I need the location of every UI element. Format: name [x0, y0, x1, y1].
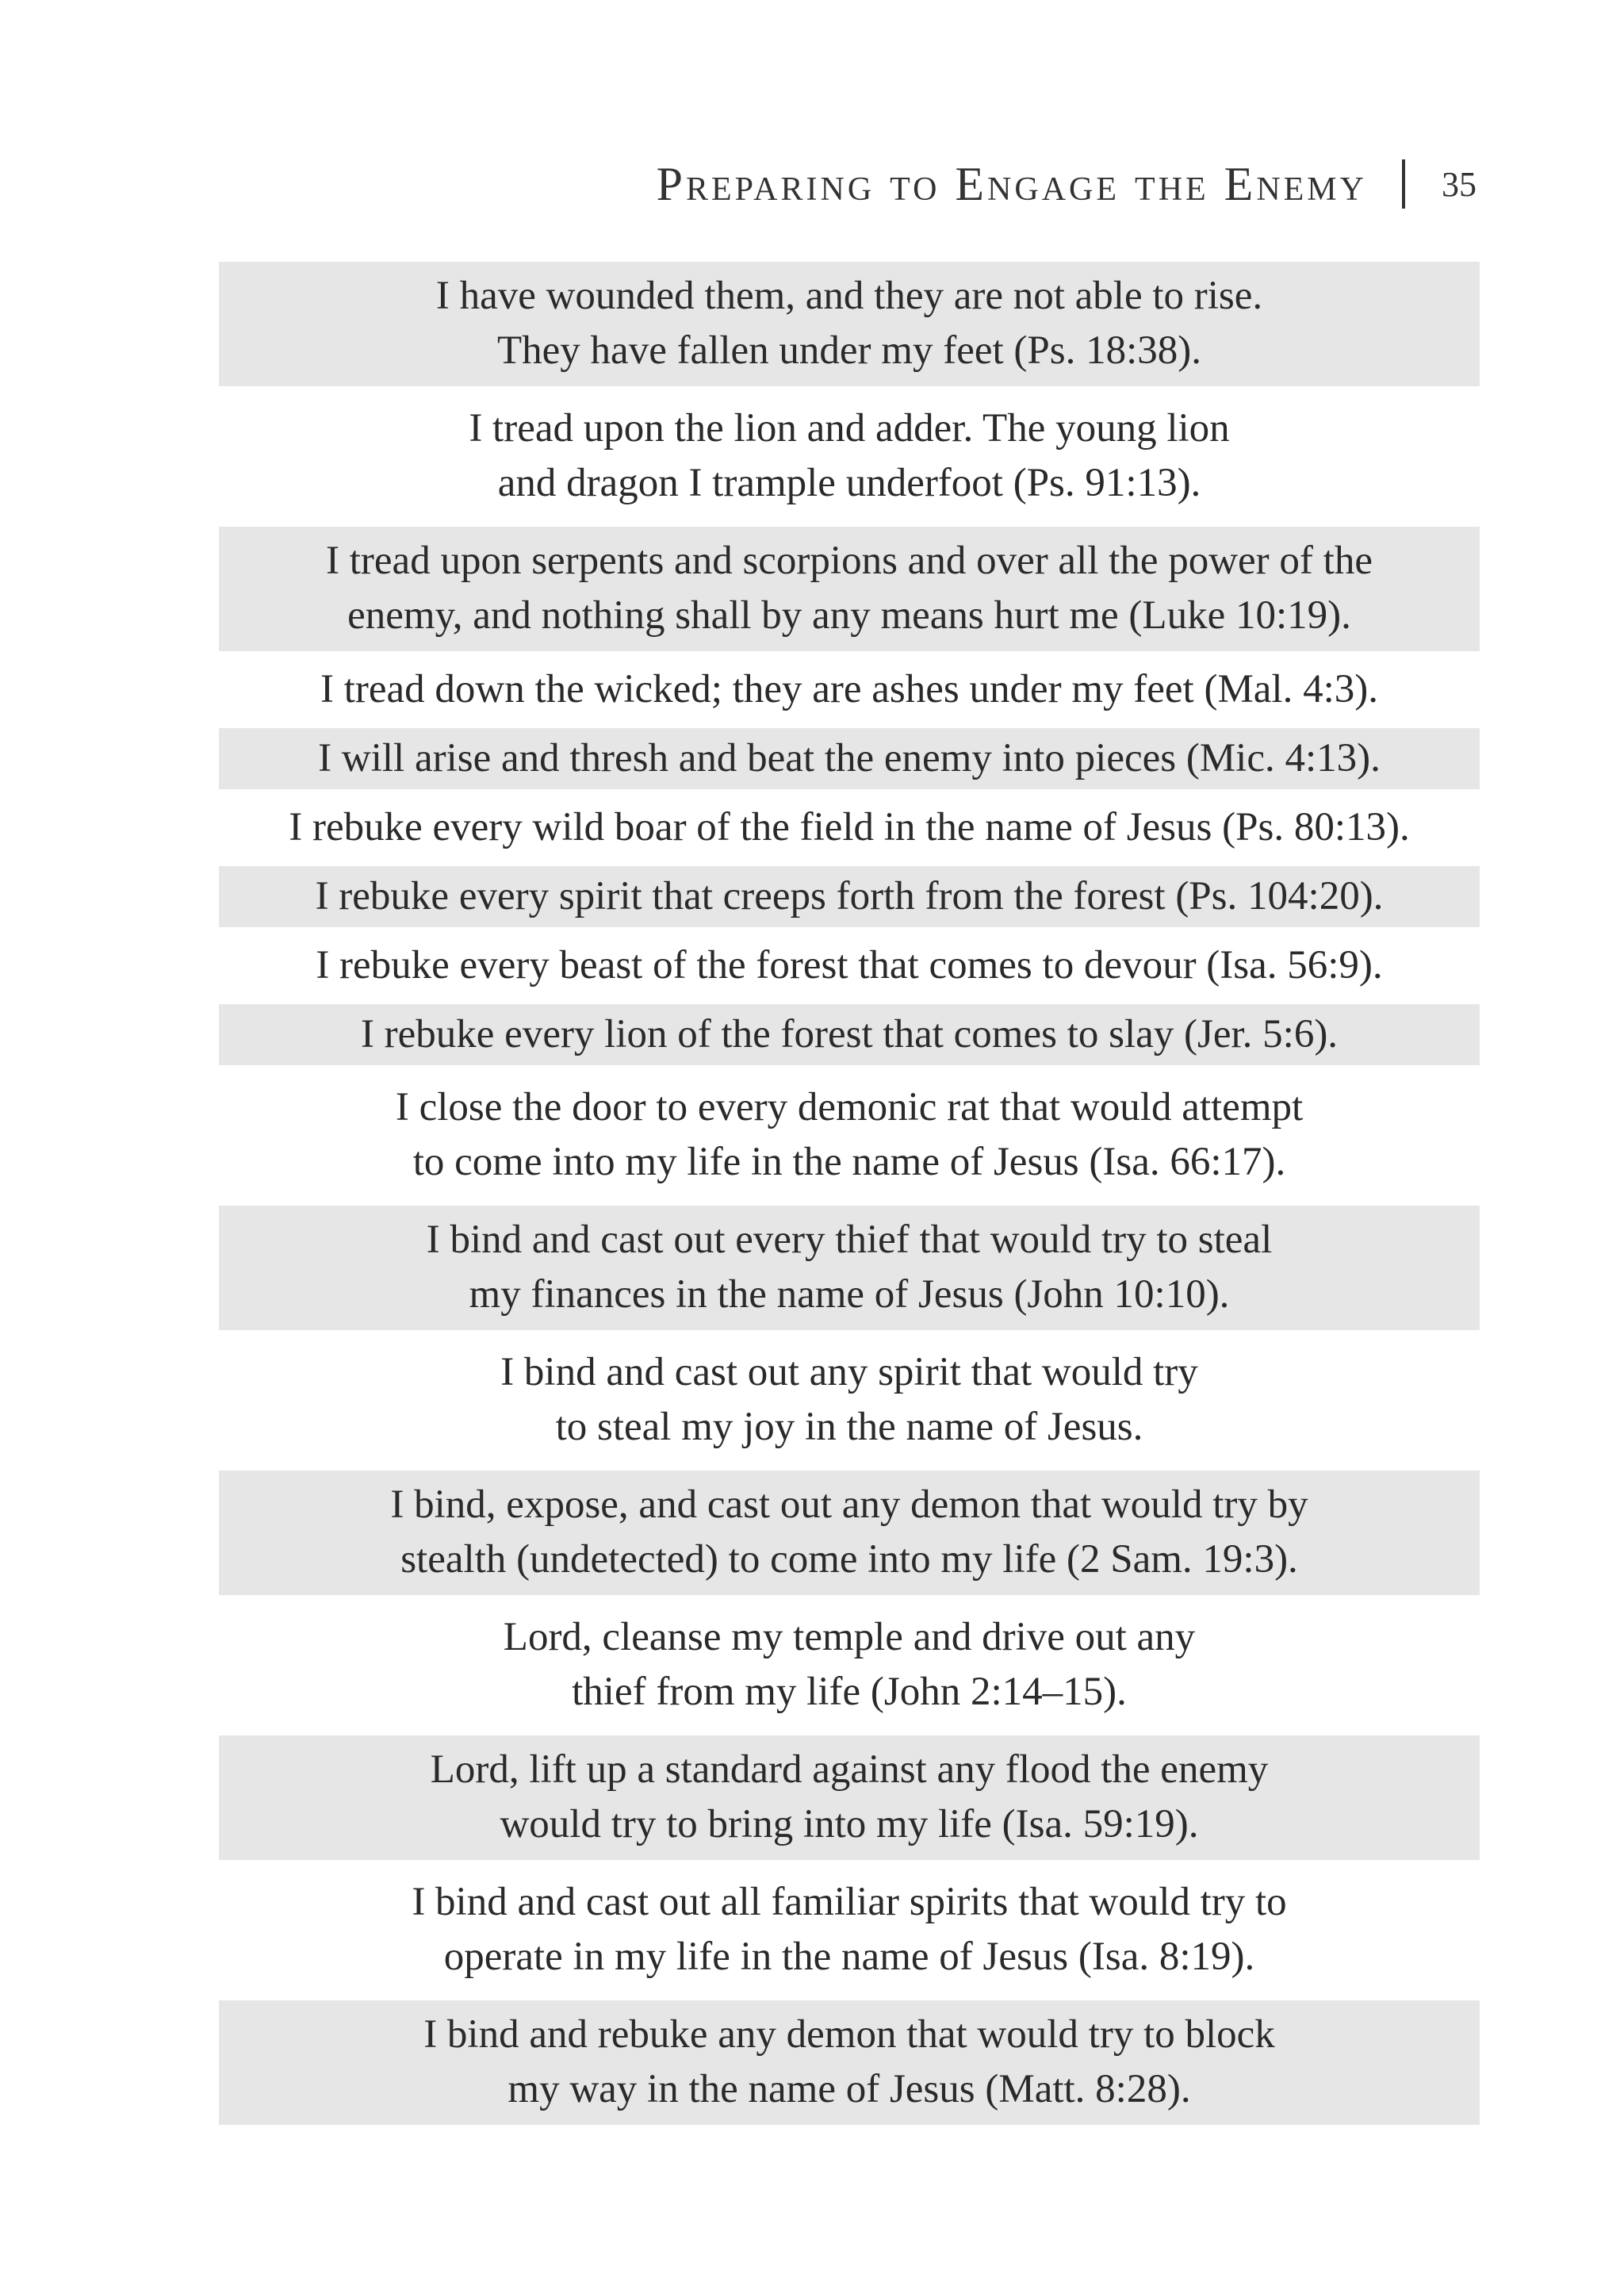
- prayer-line: I tread down the wicked; they are ashes under my feet (Mal. 4:3).: [320, 667, 1379, 711]
- prayer-entry: [219, 1004, 1480, 1065]
- prayer-entry: [219, 1868, 1480, 1992]
- prayer-line: I will arise and thresh and beat the enemy into pieces (Mic. 4:13).: [318, 736, 1381, 780]
- prayer-line: I bind, expose, and cast out any demon that would try by: [390, 1482, 1308, 1527]
- prayer-entry: [219, 935, 1480, 996]
- prayer-line: Lord, cleanse my temple and drive out any: [503, 1615, 1196, 1659]
- prayer-entry: [219, 1735, 1480, 1860]
- prayer-line: enemy, and nothing shall by any means hurt me (Luke 10:19).: [347, 593, 1351, 638]
- prayer-line: I tread upon the lion and adder. The young lion: [469, 406, 1230, 451]
- prayer-entry: [219, 527, 1480, 651]
- running-title: Preparing to Engage the Enemy: [656, 157, 1367, 210]
- prayer-line: I tread upon serpents and scorpions and over all the power of the: [326, 539, 1373, 583]
- prayer-line: to steal my joy in the name of Jesus.: [555, 1405, 1143, 1449]
- prayer-line: I bind and cast out all familiar spirits that would try to: [412, 1880, 1287, 1924]
- prayer-line: to come into my life in the name of Jesus (Isa. 66:17).: [412, 1140, 1286, 1184]
- prayer-line: I rebuke every spirit that creeps forth from the forest (Ps. 104:20).: [315, 874, 1384, 918]
- header-divider: [1402, 159, 1405, 209]
- prayer-entry: [219, 1471, 1480, 1595]
- prayer-line: thief from my life (John 2:14–15).: [572, 1670, 1127, 1714]
- prayer-entry: [219, 797, 1480, 858]
- prayer-entry: [219, 659, 1480, 720]
- page-number: 35: [1442, 164, 1477, 204]
- prayer-line: I rebuke every lion of the forest that comes to slay (Jer. 5:6).: [360, 1012, 1339, 1056]
- prayer-entry: [219, 1206, 1480, 1330]
- prayer-entry: [219, 1603, 1480, 1728]
- prayer-line: They have fallen under my feet (Ps. 18:38).: [497, 328, 1201, 373]
- prayer-entry: [219, 2000, 1480, 2125]
- running-head: [0, 152, 1477, 216]
- prayer-line: I bind and cast out every thief that would try to steal: [426, 1218, 1273, 1262]
- prayer-entry: [219, 728, 1480, 789]
- prayer-entry: [219, 262, 1480, 386]
- prayer-line: and dragon I trample underfoot (Ps. 91:13).: [497, 461, 1201, 505]
- prayer-entry: [219, 1338, 1480, 1463]
- prayer-line: my finances in the name of Jesus (John 10:10).: [469, 1272, 1230, 1317]
- prayer-line: my way in the name of Jesus (Matt. 8:28).: [508, 2067, 1191, 2111]
- prayer-line: I rebuke every wild boar of the field in the name of Jesus (Ps. 80:13).: [289, 805, 1410, 849]
- prayer-line: I rebuke every beast of the forest that comes to devour (Isa. 56:9).: [316, 943, 1383, 987]
- prayer-entry: [219, 394, 1480, 519]
- prayer-line: Lord, lift up a standard against any flood the enemy: [430, 1747, 1269, 1792]
- prayer-line: I have wounded them, and they are not able to rise.: [435, 274, 1263, 318]
- prayer-entry: [219, 1073, 1480, 1198]
- prayer-list: [219, 262, 1480, 2133]
- prayer-line: operate in my life in the name of Jesus (Isa. 8:19).: [443, 1935, 1255, 1979]
- prayer-line: I close the door to every demonic rat that would attempt: [395, 1085, 1304, 1129]
- prayer-line: would try to bring into my life (Isa. 59:19).: [500, 1802, 1199, 1846]
- prayer-entry: [219, 866, 1480, 927]
- prayer-line: stealth (undetected) to come into my life (2 Sam. 19:3).: [400, 1537, 1298, 1582]
- prayer-line: I bind and cast out any spirit that would try: [500, 1350, 1198, 1394]
- prayer-line: I bind and rebuke any demon that would try to block: [423, 2012, 1275, 2057]
